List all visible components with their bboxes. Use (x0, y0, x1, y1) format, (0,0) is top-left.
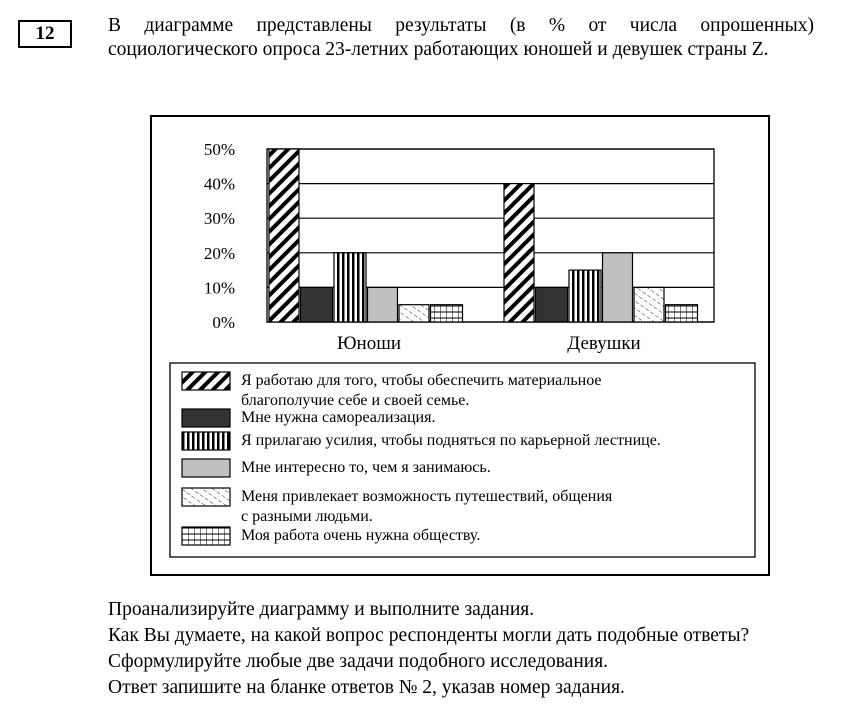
legend-label: Мне интересно то, чем я занимаюсь. (241, 459, 491, 476)
legend-swatch-sparse-hatch (182, 488, 230, 506)
bar-girls-grid (666, 305, 698, 322)
bar-boys-solid-light (368, 287, 398, 322)
chart-frame (150, 115, 770, 576)
y-tick-label: 10% (203, 278, 235, 298)
y-tick-label: 30% (203, 209, 235, 229)
bar-boys-sparse-hatch (399, 305, 429, 322)
legend-label: Я работаю для того, чтобы обеспечить материальное (241, 372, 602, 389)
question-line: Как Вы думаете, на какой вопрос респонденты могли дать подобные ответы? (108, 625, 750, 646)
bar-boys-solid-dark (301, 287, 333, 322)
legend-label: Я прилагаю усилия, чтобы подняться по карьерной лестнице. (241, 432, 661, 449)
bar-girls-solid-light (603, 253, 633, 322)
task-intro: В диаграмме представлены результаты (в % от числа опрошенных) социологического опроса 23-летних работающих юношей и девушек страны Z. (108, 15, 814, 60)
task-number: 12 (18, 20, 72, 48)
legend-swatch-solid-dark (182, 409, 230, 427)
legend-swatch-grid (182, 527, 230, 545)
bar-boys-diagonal-hatch (269, 149, 299, 322)
bar-boys-grid (431, 305, 463, 322)
legend-label: Моя работа очень нужна обществу. (241, 527, 481, 544)
x-category-label: Девушки (567, 333, 641, 354)
y-tick-label: 20% (203, 243, 235, 263)
legend-swatch-vertical-stripes (182, 432, 230, 450)
question-line: Проанализируйте диаграмму и выполните задания. (108, 599, 535, 620)
y-tick-label: 50% (203, 140, 235, 159)
bar-girls-sparse-hatch (634, 287, 664, 322)
bar-girls-diagonal-hatch (504, 184, 534, 322)
bar-girls-solid-dark (536, 287, 568, 322)
bar-girls-vertical-stripes (569, 270, 601, 322)
bar-boys-vertical-stripes (334, 253, 366, 322)
legend-label: с разными людьми. (241, 508, 373, 525)
question-line: Ответ запишите на бланке ответов № 2, указав номер задания. (108, 677, 625, 698)
bar-chart (152, 117, 772, 578)
legend-label: Меня привлекает возможность путешествий, общения (241, 488, 613, 505)
legend-label: Мне нужна самореализация. (241, 409, 436, 426)
x-category-label: Юноши (337, 333, 401, 354)
legend-swatch-diagonal-hatch (182, 372, 230, 390)
y-tick-label: 40% (203, 174, 235, 194)
question-line: Сформулируйте любые две задачи подобного исследования. (108, 651, 609, 672)
legend-label: благополучие себе и своей семье. (241, 392, 470, 409)
task-questions (108, 597, 838, 701)
legend-swatch-solid-light (182, 459, 230, 477)
y-tick-label: 0% (212, 313, 235, 332)
